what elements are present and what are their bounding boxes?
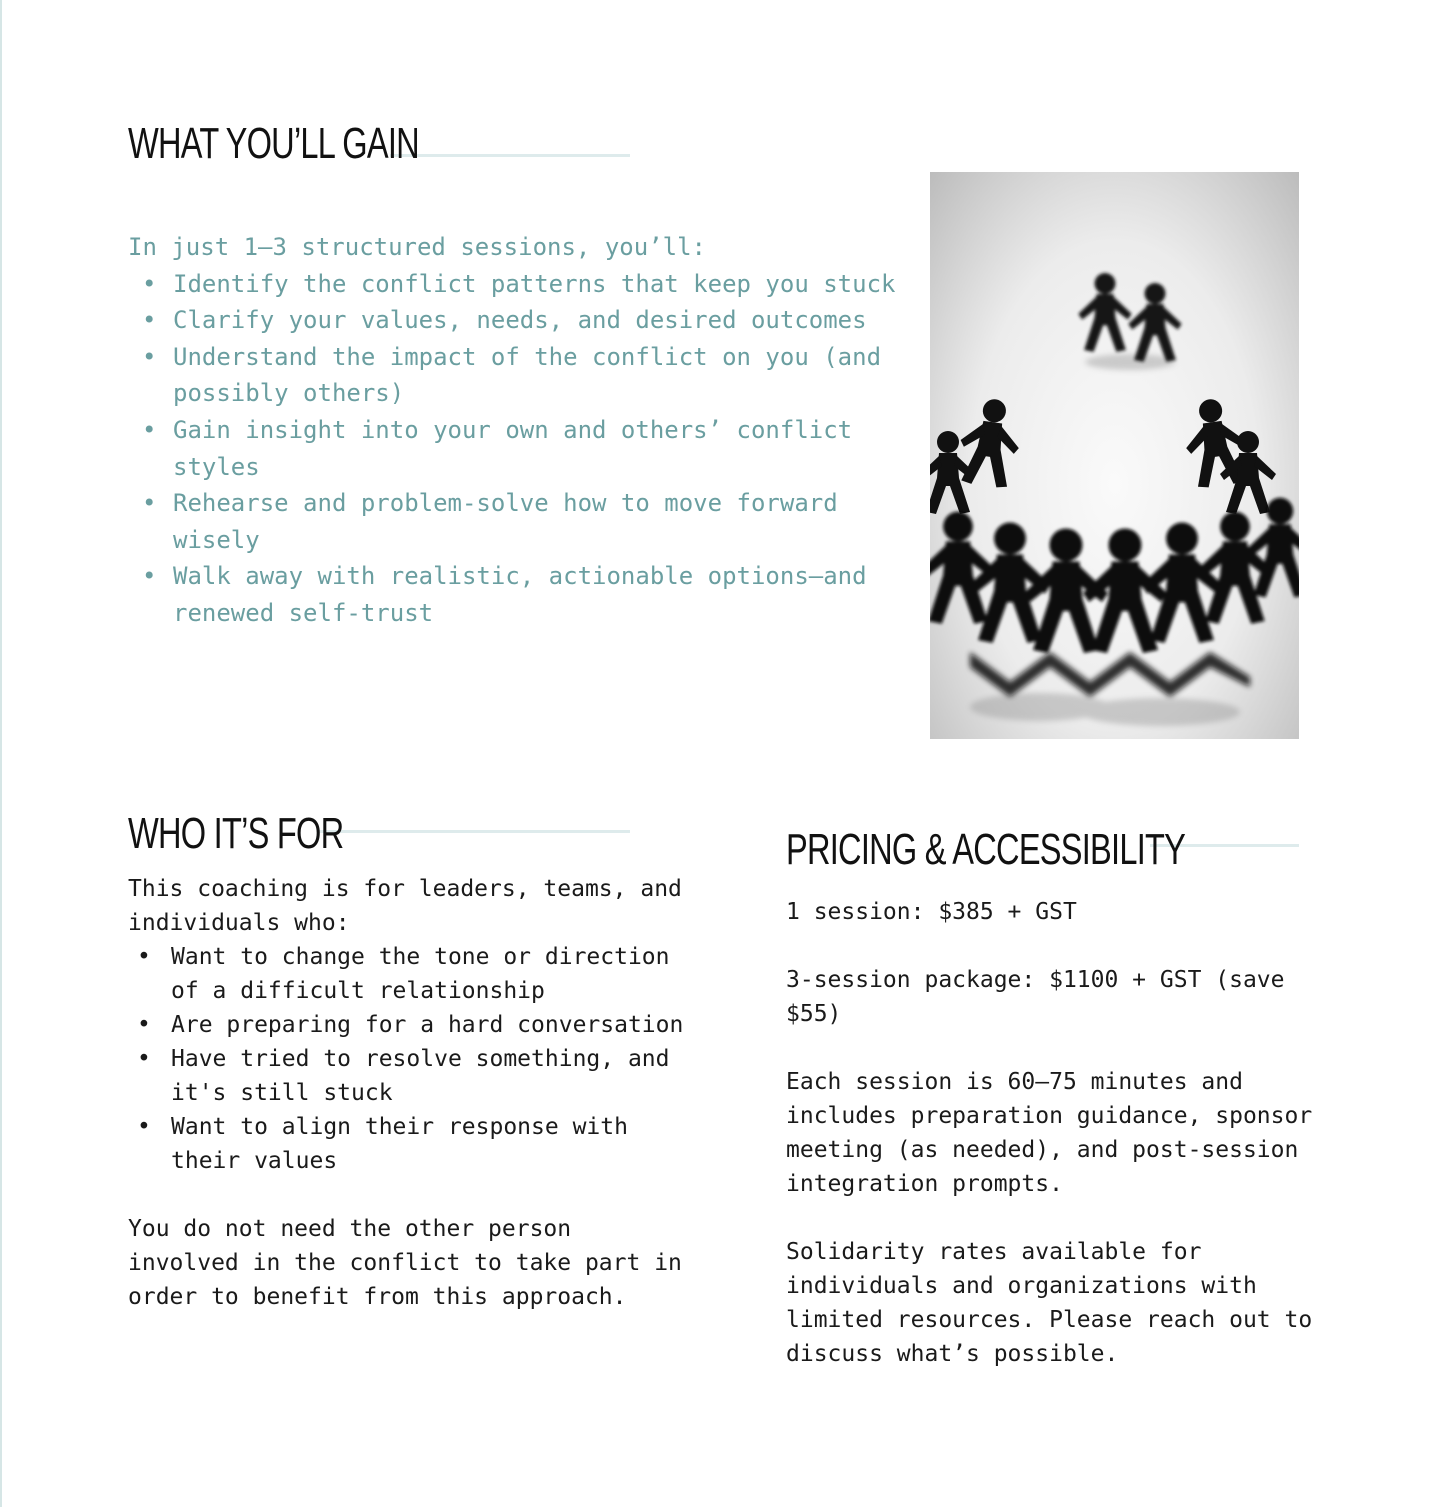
gain-item-options: • Walk away with realistic, actionable options—and renewed self-trust bbox=[128, 558, 908, 631]
gain-item-styles: • Gain insight into your own and others’ conflict styles bbox=[128, 412, 908, 485]
gain-intro: In just 1–3 structured sessions, you’ll: bbox=[128, 233, 706, 261]
pricing-section bbox=[786, 895, 1346, 1405]
paper-people-circle-photo bbox=[930, 172, 1299, 739]
pricing-session-details: Each session is 60–75 minutes and includes preparation guidance, sponsor meeting (as needed), and post-session integration prompts. bbox=[786, 1069, 1313, 1197]
gain-section bbox=[128, 229, 908, 632]
gain-heading-rule bbox=[390, 154, 630, 157]
pricing-package: 3-session package: $1100 + GST (save $55) bbox=[786, 967, 1285, 1027]
gain-item-rehearse: • Rehearse and problem-solve how to move forward wisely bbox=[128, 485, 908, 558]
pricing-solidarity-rates: Solidarity rates available for individuals and organizations with limited resources. Please reach out to discuss what’s possible. bbox=[786, 1239, 1313, 1367]
page-left-border bbox=[0, 0, 2, 1507]
who-note: You do not need the other person involved in the conflict to take part in order to benefit from this approach. bbox=[128, 1216, 682, 1310]
who-heading: WHO IT’S FOR bbox=[128, 809, 344, 858]
gain-item-values: • Clarify your values, needs, and desired outcomes bbox=[128, 302, 908, 339]
who-intro: This coaching is for leaders, teams, and individuals who: bbox=[128, 876, 682, 936]
gain-item-patterns: • Identify the conflict patterns that keep you stuck bbox=[128, 266, 908, 303]
gain-item-impact: • Understand the impact of the conflict on you (and possibly others) bbox=[128, 339, 908, 412]
gain-heading: WHAT YOU’LL GAIN bbox=[128, 119, 419, 168]
pricing-single-session: 1 session: $385 + GST bbox=[786, 899, 1077, 925]
paper-chain-illustration bbox=[930, 172, 1299, 739]
who-section bbox=[128, 872, 688, 1314]
who-item-align-values: • Want to align their response with their values bbox=[128, 1110, 688, 1178]
who-item-change-tone: • Want to change the tone or direction of a difficult relationship bbox=[128, 940, 688, 1008]
who-heading-rule bbox=[318, 830, 630, 833]
who-item-hard-conversation: • Are preparing for a hard conversation bbox=[128, 1008, 688, 1042]
who-list bbox=[128, 940, 688, 1178]
pricing-heading: PRICING & ACCESSIBILITY bbox=[786, 825, 1186, 874]
gain-list bbox=[128, 266, 908, 632]
who-item-still-stuck: • Have tried to resolve something, and it's still stuck bbox=[128, 1042, 688, 1110]
